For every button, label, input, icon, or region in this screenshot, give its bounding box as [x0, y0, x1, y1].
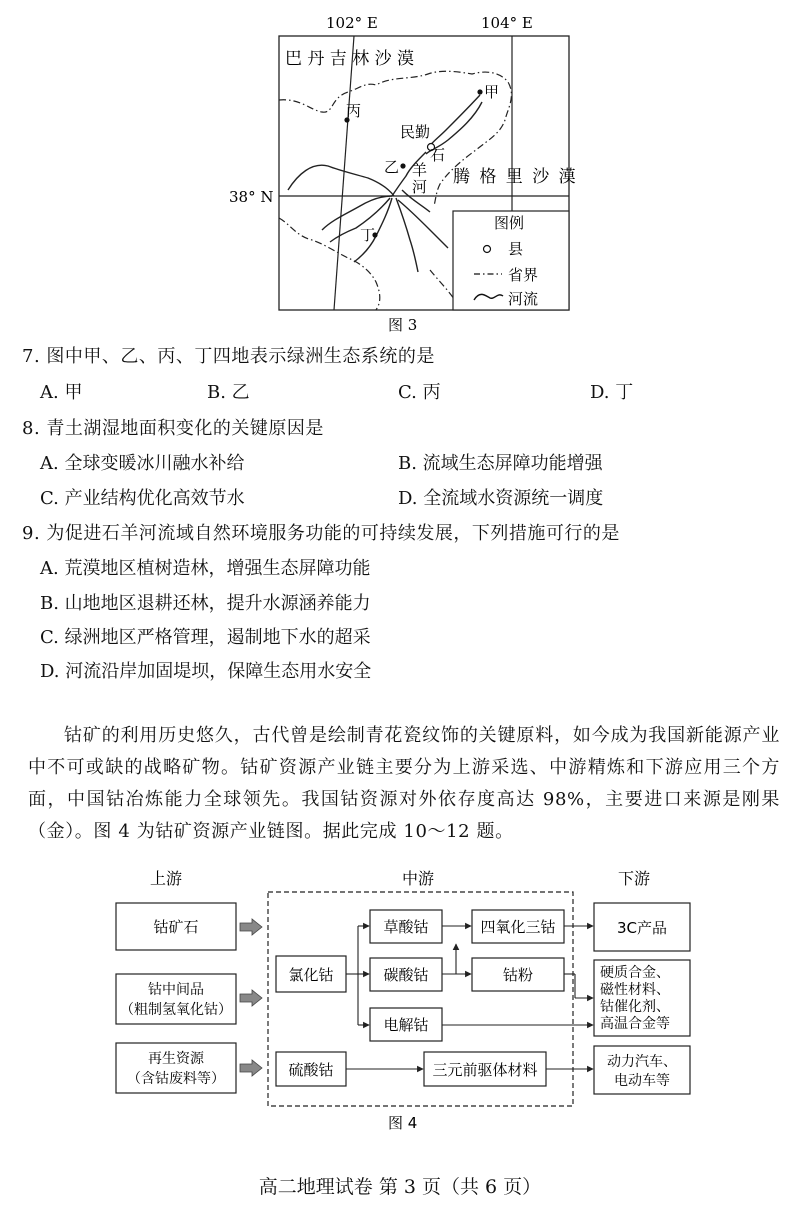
svg-text:电动车等: 电动车等 — [614, 1073, 670, 1089]
question-9-stem: 9. 为促进石羊河流域自然环境服务功能的可持续发展，下列措施可行的是 — [22, 523, 620, 544]
legend-title: 图例 — [494, 214, 525, 232]
ternary-precursor-node — [424, 1052, 546, 1086]
svg-text:硫酸钴: 硫酸钴 — [288, 1061, 334, 1079]
question-7-option-c[interactable]: C. 丙 — [398, 382, 441, 403]
svg-text:动力汽车、: 动力汽车、 — [607, 1054, 677, 1070]
electrolytic-cobalt-node — [370, 1008, 442, 1041]
cobalt-powder-node — [472, 958, 564, 991]
svg-text:草酸钴: 草酸钴 — [383, 918, 429, 936]
figure-3-caption: 图 3 — [388, 316, 418, 334]
svg-text:钴催化剂、: 钴催化剂、 — [600, 999, 670, 1015]
desert-badanjilin-label: 巴 丹 吉 林 沙 漠 — [285, 49, 415, 69]
svg-text:磁性材料、: 磁性材料、 — [600, 982, 670, 998]
question-7-option-a[interactable]: A. 甲 — [40, 382, 83, 403]
cobalt-oxalate-node — [370, 910, 442, 943]
question-7-option-b[interactable]: B. 乙 — [207, 382, 250, 403]
upstream-to-midstream-arrows — [240, 919, 262, 1076]
midstream-to-downstream-connectors — [442, 926, 593, 1069]
svg-text:氯化钴: 氯化钴 — [288, 966, 334, 984]
cobalt-carbonate-node — [370, 958, 442, 991]
cobalt-sulfate-node — [276, 1052, 346, 1086]
oasis-map — [0, 0, 800, 340]
place-jia-dot — [477, 89, 482, 94]
lon-label-102: 102° E — [326, 14, 378, 32]
downstream-vehicles-node — [594, 1046, 690, 1094]
cobalt-tetroxide-node — [472, 910, 564, 943]
cobalt-industry-chain-diagram — [0, 860, 800, 1140]
svg-text:钴粉: 钴粉 — [502, 966, 534, 984]
midstream-connectors — [346, 926, 471, 1069]
question-8-option-d[interactable]: D. 全流域水资源统一调度 — [398, 488, 604, 509]
question-8-option-c[interactable]: C. 产业结构优化高效节水 — [40, 488, 245, 509]
page-footer: 高二地理试卷 第 3 页（共 6 页） — [258, 1176, 542, 1198]
svg-text:钴矿石: 钴矿石 — [153, 918, 199, 936]
svg-text:再生资源: 再生资源 — [148, 1051, 204, 1067]
figure-4-caption: 图 4 — [388, 1114, 418, 1132]
river-name-char-1: 石 — [430, 146, 446, 164]
question-9-option-c[interactable]: C. 绿洲地区严格管理，遏制地下水的超采 — [40, 627, 371, 648]
svg-text:碳酸钴: 碳酸钴 — [383, 966, 429, 984]
question-9-option-d[interactable]: D. 河流沿岸加固堤坝，保障生态用水安全 — [40, 661, 372, 682]
legend-county-label: 县 — [508, 240, 524, 258]
place-bing-label: 丙 — [346, 102, 362, 120]
header-midstream: 中游 — [402, 869, 435, 888]
question-9-option-b[interactable]: B. 山地地区退耕还林，提升水源涵养能力 — [40, 593, 371, 614]
downstream-3c-node — [594, 903, 690, 951]
cobalt-chloride-node — [276, 956, 346, 992]
county-symbol-icon — [484, 246, 491, 253]
svg-text:3C产品: 3C产品 — [616, 919, 668, 937]
question-9-option-a[interactable]: A. 荒漠地区植树造林，增强生态屏障功能 — [40, 558, 371, 579]
header-downstream: 下游 — [618, 869, 651, 888]
svg-text:四氧化三钴: 四氧化三钴 — [480, 918, 556, 936]
svg-text:电解钴: 电解钴 — [383, 1016, 429, 1034]
legend-border-label: 省界 — [508, 266, 539, 284]
downstream-alloys-node — [594, 960, 690, 1036]
svg-text:硬质合金、: 硬质合金、 — [600, 965, 670, 981]
question-8-option-b[interactable]: B. 流域生态屏障功能增强 — [398, 453, 603, 474]
desert-tengger-label: 腾 格 里 沙 漠 — [453, 167, 578, 187]
svg-text:（粗制氢氧化钴）: （粗制氢氧化钴） — [120, 1002, 232, 1018]
svg-text:（含钴废料等）: （含钴废料等） — [127, 1071, 225, 1087]
place-yi-dot — [400, 163, 405, 168]
upstream-intermediate-node — [116, 974, 236, 1024]
svg-text:钴中间品: 钴中间品 — [148, 982, 204, 998]
place-ding-label: 丁 — [360, 226, 376, 244]
place-yi-label: 乙 — [384, 158, 400, 176]
minqin-label: 民勤 — [400, 123, 431, 141]
svg-text:三元前驱体材料: 三元前驱体材料 — [432, 1061, 538, 1079]
question-8-option-a[interactable]: A. 全球变暖冰川融水补给 — [40, 453, 245, 474]
svg-text:高温合金等: 高温合金等 — [600, 1016, 670, 1032]
header-upstream: 上游 — [150, 869, 183, 888]
question-7-option-d[interactable]: D. 丁 — [590, 382, 634, 403]
lon-label-104: 104° E — [481, 14, 533, 32]
lat-label-38: 38° N — [229, 188, 274, 206]
place-jia-label: 甲 — [484, 83, 500, 101]
map-legend — [453, 211, 569, 310]
question-7-stem: 7. 图中甲、乙、丙、丁四地表示绿洲生态系统的是 — [22, 346, 435, 367]
cobalt-passage: 钴矿的利用历史悠久，古代曾是绘制青花瓷纹饰的关键原料，如今成为我国新能源产业中不可或缺的战略矿物。钴矿资源产业链主要分为上游采选、中游精炼和下游应用三个方面，中国钴冶炼能力全球领先。我国钴资源对外依存度高达 98%，主要进口来源是刚果（金）。图 4 为钴矿资源产业链图。据此完成 10～12 题。 — [28, 725, 780, 842]
upstream-ore-node — [116, 903, 236, 950]
legend-river-label: 河流 — [508, 290, 539, 308]
question-8-stem: 8. 青土湖湿地面积变化的关键原因是 — [22, 418, 324, 439]
river-name-char-3: 河 — [412, 178, 428, 196]
upstream-recycled-node — [116, 1043, 236, 1093]
river-name-char-2: 羊 — [412, 161, 428, 179]
